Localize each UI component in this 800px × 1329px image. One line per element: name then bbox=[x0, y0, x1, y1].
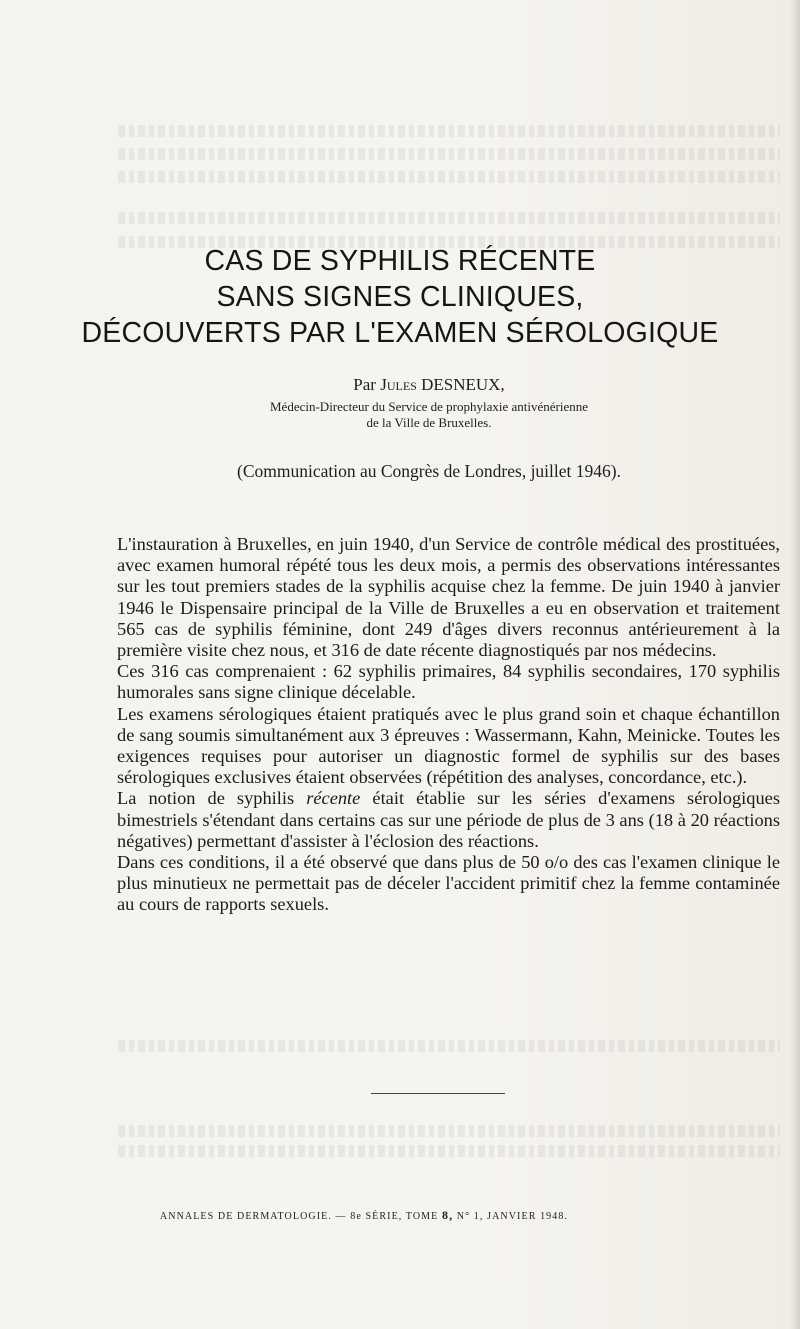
show-through-text bbox=[118, 171, 780, 183]
author-par: Par bbox=[353, 375, 376, 394]
author-byline bbox=[0, 375, 800, 395]
page-footer bbox=[0, 1208, 728, 1223]
footer-journal: ANNALES DE DERMATOLOGIE. — 8e SÉRIE, TOME bbox=[159, 1211, 439, 1222]
show-through-text bbox=[118, 1125, 780, 1137]
show-through-text bbox=[118, 148, 780, 160]
body-paragraph: Ces 316 cas comprenaient : 62 syphilis primaires, 84 syphilis secondaires, 170 syphilis humorales sans signe clinique décelable. bbox=[117, 661, 780, 703]
body-paragraph: Dans ces conditions, il a été observé que dans plus de 50 o/o des cas l'examen clinique le plus minutieux ne permettait pas de déceler l'accident primitif chez la femme contaminée au cours de rapports sexuels. bbox=[117, 852, 780, 915]
body-paragraph: Les examens sérologiques étaient pratiqués avec le plus grand soin et chaque échantillon de sang soumis simultanément aux 3 épreuves : Wassermann, Kahn, Meinicke. Toutes les exigences requises pour autoriser un diagnostic formel de syphilis sur des bases sérologiques exclusives étaient observées (répétition des analyses, concordance, etc.). bbox=[117, 703, 780, 788]
article-title-line-3: DÉCOUVERTS PAR L'EXAMEN SÉROLOGIQUE bbox=[81, 317, 719, 349]
paragraph-text: La notion de syphilis bbox=[117, 788, 307, 809]
footer-tome: 8, bbox=[441, 1208, 454, 1222]
page-edge-shadow bbox=[790, 0, 800, 1329]
article-title-line-2: SANS SIGNES CLINIQUES, bbox=[216, 281, 584, 313]
author-affiliation-line-2: de la Ville de Bruxelles. bbox=[366, 415, 492, 430]
show-through-text bbox=[118, 212, 780, 224]
author-first-name: Jules bbox=[380, 375, 417, 394]
body-paragraph: L'instauration à Bruxelles, en juin 1940, d'un Service de contrôle médical des prostituées, avec examen humoral répété tous les deux mois, a permis des observations intéressantes sur les tout premiers stades de la syphilis acquise chez la femme. De juin 1940 à janvier 1946 le Dispensaire principal de la Ville de Bruxelles a eu en observation et traitement 565 cas de syphilis féminine, dont 249 d'âges divers reconnus antérieurement à la première visite chez nous, et 316 de date récente diagnostiqués par nos médecins. bbox=[117, 534, 780, 661]
author-last-name: DESNEUX, bbox=[421, 375, 505, 394]
author-affiliation-line-1: Médecin-Directeur du Service de prophylaxie antivénérienne bbox=[270, 399, 588, 414]
show-through-text bbox=[118, 1145, 780, 1157]
section-end-rule bbox=[371, 1093, 505, 1094]
footer-issue: N° 1, JANVIER 1948. bbox=[456, 1211, 569, 1222]
article-title-line-1: CAS DE SYPHILIS RÉCENTE bbox=[204, 245, 596, 277]
body-paragraph bbox=[117, 788, 780, 852]
communication-note: (Communication au Congrès de Londres, juillet 1946). bbox=[237, 461, 621, 481]
show-through-text bbox=[118, 1040, 780, 1052]
show-through-text bbox=[118, 125, 780, 137]
paragraph-text: était établie sur les séries d'examens sérologiques bimestriels s'étendant dans certains cas sur une période de plus de 3 ans (18 à 20 réactions négatives) permettant d'assister à l'éclosion des réactions. bbox=[117, 788, 781, 851]
emphasis-recente: récente bbox=[306, 788, 361, 809]
article-body bbox=[117, 534, 780, 916]
